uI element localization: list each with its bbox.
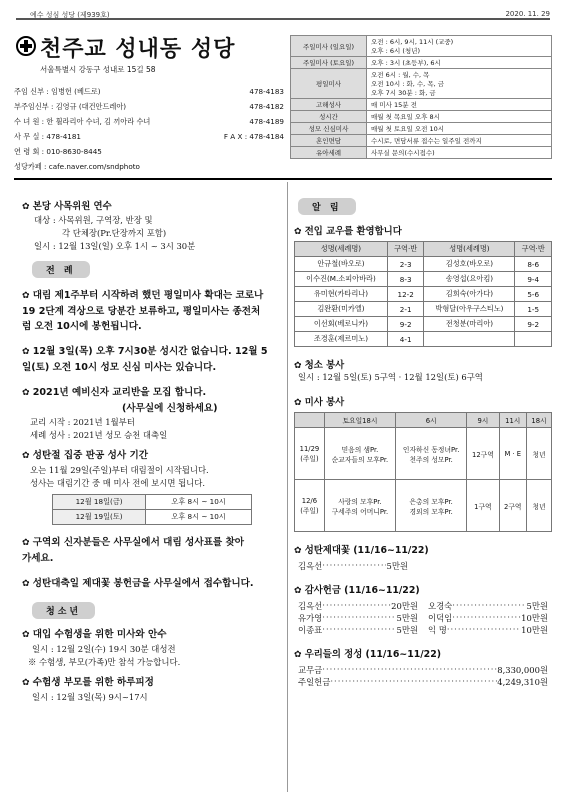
table-cell: 8-3: [387, 272, 424, 287]
table-cell: 이선회(베로니카): [295, 317, 388, 332]
notice-parent-retreat: ✿ 수험생 부모를 위한 하루피정: [22, 675, 284, 691]
tag-notice: 알 림: [298, 198, 356, 215]
list-item: [298, 612, 552, 624]
staff-label: 연 령 회 : 010-8630-8445: [14, 147, 102, 156]
donation-item: 익 명 ····· 10만원: [428, 624, 548, 636]
notice-exam-mass: ✿ 대입 수험생을 위한 미사와 안수: [22, 627, 284, 643]
table-cell: 1구역: [467, 480, 499, 532]
exam-mass-note: ※ 수험생, 부모(가족)만 참석 가능합니다.: [28, 657, 181, 667]
mass-time: 오후 : 3시 (초등부), 6시: [367, 57, 552, 69]
column-header: [295, 413, 325, 428]
column-header: 6시: [396, 413, 467, 428]
staff-label: 부주임신부 : 김영규 (대건안드레아): [14, 102, 127, 111]
header-bar: [16, 10, 550, 20]
flower-item: 김옥선 ····· 5만원: [298, 560, 408, 572]
column-header: 성명(세례명): [295, 242, 388, 257]
table-row: [295, 413, 552, 428]
welcome-table: [294, 241, 552, 347]
table-cell: 2-1: [387, 302, 424, 317]
table-cell: 사랑의 모후Pr. 구세주의 어머니Pr.: [324, 480, 395, 532]
table-cell: 청년: [527, 428, 552, 480]
donation-item: 김옥선 ····· 20만원: [298, 600, 418, 612]
list-item: [298, 600, 552, 612]
retreat-date: 일시 : 12월 13일(일) 오후 1시 ~ 3시 30분: [34, 241, 196, 251]
table-cell: 2-3: [387, 257, 424, 272]
divider: [14, 178, 552, 180]
notice-catechumen-sub: (사무실에 신청하세요): [122, 403, 218, 414]
notice-confession: ✿ 성탄절 집중 판공 성사 기간: [22, 448, 284, 464]
table-cell: 조경훈(제르미노): [295, 332, 388, 347]
table-row: [295, 480, 552, 532]
staff-list: [14, 84, 284, 174]
offering-item: 주일헌금 ····· 4,249,310원: [298, 676, 548, 688]
table-row: [291, 123, 552, 135]
mass-type: 평일미사: [291, 69, 367, 99]
mass-type: 주일미사 (일요일): [291, 36, 367, 57]
staff-row: [14, 99, 284, 114]
cross-logo-icon: [16, 36, 36, 56]
column-header: 성명(세례명): [424, 242, 515, 257]
mass-time: 매월 첫 목요일 오후 8시: [367, 111, 552, 123]
column-header: 18시: [527, 413, 552, 428]
table-row: [295, 302, 552, 317]
table-row: [291, 36, 552, 57]
table-cell: [515, 332, 552, 347]
staff-phone: 478-4183: [249, 87, 284, 96]
mass-time: 매 미사 15분 전: [367, 99, 552, 111]
offering-title: ✿ 우리들의 정성 (11/16~11/22): [294, 646, 552, 660]
table-row: [295, 272, 552, 287]
table-cell: 믿음의 샘Pr. 순교자들의 모후Pr.: [324, 428, 395, 480]
staff-row: [14, 84, 284, 99]
table-cell: 인자하신 동정녀Pr. 천주의 성모Pr.: [396, 428, 467, 480]
table-cell: 12-2: [387, 287, 424, 302]
offering-item: 교무금 ····· 8,330,000원: [298, 664, 548, 676]
table-cell: 4-1: [387, 332, 424, 347]
table-row: [295, 428, 552, 480]
cleaning-title: ✿ 청소 봉사: [294, 357, 552, 371]
exam-mass-date: 일시 : 12월 2일(수) 19시 30분 대성전: [32, 644, 176, 654]
notice-christmas-flower: ✿ 성탄대축일 제대꽃 봉헌금을 사무실에서 접수합니다.: [22, 576, 284, 592]
notice-advent-ticket: ✿ 구역외 신자분들은 사무실에서 대림 성사표를 찾아가세요.: [22, 535, 284, 566]
table-row: [295, 242, 552, 257]
table-row: [291, 147, 552, 159]
table-cell: 8-6: [515, 257, 552, 272]
issue-date: 2020. 11. 29: [505, 10, 550, 18]
mass-type: 고해성사: [291, 99, 367, 111]
table-cell: 박형달(아우구스티노): [424, 302, 515, 317]
donation-item: 오경숙 ····· 5만원: [428, 600, 548, 612]
mass-service-table: [294, 412, 552, 532]
table-cell: 12/6 (주일): [295, 480, 325, 532]
cleaning-date: 일시 : 12월 5일(토) 5구역 · 12월 12일(토) 6구역: [298, 372, 483, 382]
retreat-target: 대상 : 사목위원, 구역장, 반장 및: [34, 215, 153, 225]
staff-phone: 478-4182: [249, 102, 284, 111]
column-header: 구역·반: [515, 242, 552, 257]
mass-time: 매월 첫 토요일 오전 10시: [367, 123, 552, 135]
table-row: [291, 111, 552, 123]
table-cell: 9-4: [515, 272, 552, 287]
notice-weekday-mass: ✿ 대림 제1주부터 시작하려 했던 평일미사 확대는 코로나19 2단계 격상으로 당분간 보류하고, 평일미사는 종전처럼 오전 10시에 봉헌됩니다.: [22, 288, 284, 334]
table-cell: 안규철(바오로): [295, 257, 388, 272]
confession-line-2: 성사는 대림기간 중 매 미사 전에 보시면 됩니다.: [30, 478, 206, 488]
staff-label: 성당카페 : cafe.naver.com/sndphoto: [14, 162, 140, 171]
table-cell: 5-6: [515, 287, 552, 302]
table-row: [291, 135, 552, 147]
mass-schedule-table: [290, 35, 552, 159]
table-cell: 9-2: [387, 317, 424, 332]
parish-address: 서울특별시 강동구 성내로 15길 58: [40, 65, 156, 74]
table-cell: 김희숙(아가다): [424, 287, 515, 302]
mass-time: 오전 : 6시, 9시, 11시 (교중) 오후 : 6시 (청년): [367, 36, 552, 57]
column-header: 11시: [499, 413, 526, 428]
offering-list: [298, 664, 552, 688]
notice-catechumen: ✿ 2021년 예비신자 교리반을 모집 합니다.: [22, 385, 284, 401]
confession-line-1: 오는 11월 29일(주일)부터 대림절이 시작됩니다.: [30, 465, 209, 475]
table-cell: 이수진(M.소피아바라): [295, 272, 388, 287]
table-cell: 김성호(바오로): [424, 257, 515, 272]
donation-item: 이덕임 ····· 10만원: [428, 612, 548, 624]
table-row: [295, 332, 552, 347]
table-cell: 전청분(마리아): [424, 317, 515, 332]
table-cell: M · E: [499, 428, 526, 480]
mass-type: 유아세례: [291, 147, 367, 159]
baptism-date: 세례 성사 : 2021년 성모 승천 대축일: [30, 430, 168, 440]
column-divider: [287, 182, 288, 792]
staff-row: [14, 144, 284, 159]
staff-label: 주임 신부 : 임병헌 (베드로): [14, 87, 101, 96]
table-row: [295, 257, 552, 272]
mass-time: 오전 6시 : 월, 수, 목 오전 10시 : 화, 수, 목, 금 오후 7시 30분 : 화, 금: [367, 69, 552, 99]
column-header: 구역·반: [387, 242, 424, 257]
column-header: 토요일18시: [324, 413, 395, 428]
donation-item: 유가영 ····· 5만원: [298, 612, 418, 624]
mass-time: 사무실 문의(수시접수): [367, 147, 552, 159]
mass-time: 수시로, 면담서류 접수는 일주일 전까지: [367, 135, 552, 147]
table-row: [291, 99, 552, 111]
thanks-title: ✿ 감사헌금 (11/16~11/22): [294, 582, 552, 596]
staff-label: 수 녀 원 : 한 휠라리아 수녀, 김 끼아라 수녀: [14, 117, 151, 126]
left-column: [22, 198, 284, 704]
table-cell: 김완환(미카엘): [295, 302, 388, 317]
table-cell: 유미현(카타리나): [295, 287, 388, 302]
right-column: [294, 198, 552, 688]
table-cell: 11/29 (주일): [295, 428, 325, 480]
table-cell: 1-5: [515, 302, 552, 317]
table-row: [291, 57, 552, 69]
mass-service-title: ✿ 미사 봉사: [294, 394, 552, 408]
table-row: [295, 317, 552, 332]
mass-type: 성시간: [291, 111, 367, 123]
parish-title: 천주교 성내동 성당: [40, 36, 236, 62]
mass-type: 혼인면담: [291, 135, 367, 147]
table-row: 12월 19일(토) 오후 8시 ~ 10시: [53, 510, 252, 525]
staff-phone: F A X : 478-4184: [223, 132, 284, 141]
catechism-start: 교리 시작 : 2021년 1월부터: [30, 417, 135, 427]
tag-liturgy: 전 례: [32, 261, 90, 278]
table-cell: [424, 332, 515, 347]
retreat-target-2: 각 단체장(Pr.단장까지 포함): [62, 228, 167, 238]
staff-phone: 478-4189: [249, 117, 284, 126]
table-row: 12월 18일(금) 오후 8시 ~ 10시: [53, 495, 252, 510]
table-cell: 12구역: [467, 428, 499, 480]
mass-type: 성모 신심미사: [291, 123, 367, 135]
issue-label: 예수 성심 성당 (제939호): [30, 11, 110, 19]
flower-title: ✿ 성탄제대꽃 (11/16~11/22): [294, 542, 552, 556]
mass-type: 주일미사 (토요일): [291, 57, 367, 69]
section-title-retreat: ✿ 본당 사목위원 연수: [22, 198, 284, 212]
table-cell: 9-2: [515, 317, 552, 332]
staff-row: [14, 159, 284, 174]
parent-retreat-date: 일시 : 12월 3일(목) 9시~17시: [32, 692, 148, 702]
tag-youth: 청소년: [32, 602, 95, 619]
table-row: [295, 287, 552, 302]
donation-item: 이종표 ····· 5만원: [298, 624, 418, 636]
staff-label: 사 무 실 : 478-4181: [14, 132, 81, 141]
confession-table: [52, 494, 252, 525]
welcome-title: ✿ 전입 교우를 환영합니다: [294, 223, 552, 237]
staff-row: [14, 114, 284, 129]
list-item: [298, 624, 552, 636]
notice-holy-hour: ✿ 12월 3일(목) 오후 7시30분 성시간 없습니다. 12월 5일(토) 오전 10시 성모 신심 미사는 있습니다.: [22, 344, 284, 375]
table-cell: 2구역: [499, 480, 526, 532]
staff-row: [14, 129, 284, 144]
thanks-list: [298, 600, 552, 636]
table-row: [291, 69, 552, 99]
table-cell: 은총의 모후Pr. 경외의 모후Pr.: [396, 480, 467, 532]
table-cell: 송영섭(요아킴): [424, 272, 515, 287]
column-header: 9시: [467, 413, 499, 428]
table-cell: 청년: [527, 480, 552, 532]
